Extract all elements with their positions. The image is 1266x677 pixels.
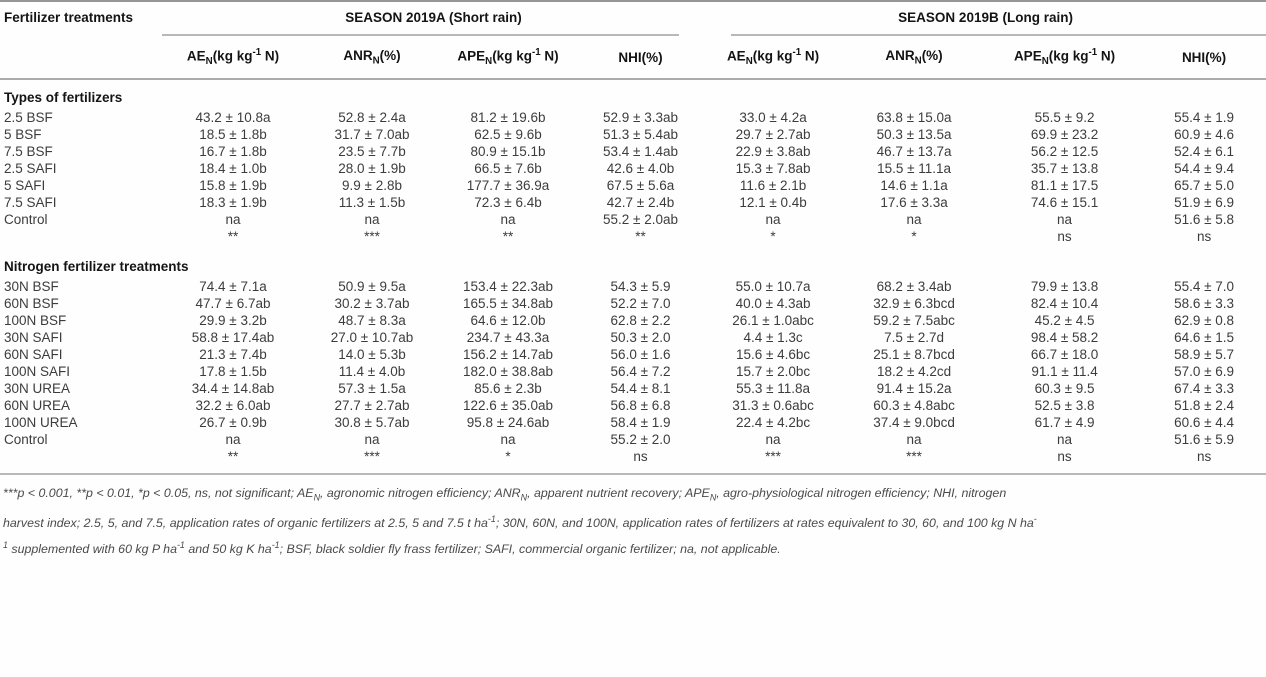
value-cell: 56.8 ± 6.8: [610, 398, 671, 413]
column-header: $APE_N(kg$ $kg^{-1}$ N): [440, 36, 576, 79]
table-row: [0, 194, 1266, 211]
value-cell: na: [364, 212, 380, 227]
column-header: NHI(%): [1142, 36, 1266, 79]
value-cell: 50.3 ± 13.5a: [876, 127, 952, 142]
value-cell: 40.0 ± 4.3ab: [735, 296, 811, 311]
value-cell: 52.4 ± 6.1: [1174, 144, 1235, 159]
row-label: 60N SAFI: [4, 347, 63, 362]
table-row: [0, 329, 1266, 346]
value-cell: 18.5 ± 1.8b: [199, 127, 267, 142]
value-cell: 50.3 ± 2.0: [610, 330, 671, 345]
value-cell: 14.0 ± 5.3b: [338, 347, 406, 362]
value-cell: 122.6 ± 35.0ab: [463, 398, 553, 413]
table-row: [0, 380, 1266, 397]
row-label: 100N BSF: [4, 313, 67, 328]
value-cell: 15.5 ± 11.1a: [877, 161, 952, 176]
value-cell: 55.3 ± 11.8a: [736, 381, 811, 396]
value-cell: 21.3 ± 7.4b: [199, 347, 267, 362]
value-cell: 60.3 ± 4.8abc: [873, 398, 955, 413]
row-label: 60N UREA: [4, 398, 71, 413]
value-cell: 46.7 ± 13.7a: [876, 144, 952, 159]
value-cell: 22.9 ± 3.8ab: [735, 144, 811, 159]
row-label: 5 SAFI: [4, 178, 46, 193]
value-cell: 153.4 ± 22.3ab: [463, 279, 553, 294]
column-header-row: [0, 36, 1266, 79]
value-cell: 81.1 ± 17.5: [1030, 178, 1099, 193]
value-cell: 62.8 ± 2.2: [610, 313, 671, 328]
section-header: Types of fertilizers: [4, 90, 123, 105]
value-cell: 62.5 ± 9.6b: [474, 127, 542, 142]
value-cell: 42.6 ± 4.0b: [606, 161, 675, 176]
value-cell: 91.1 ± 11.4: [1031, 364, 1098, 379]
section-header-row: [0, 245, 1266, 278]
value-cell: 9.9 ± 2.8b: [342, 178, 402, 193]
value-cell: 81.2 ± 19.6b: [470, 110, 546, 125]
value-cell: 64.6 ± 1.5: [1174, 330, 1235, 345]
value-cell: 55.4 ± 1.9: [1174, 110, 1235, 125]
value-cell: 61.7 ± 4.9: [1034, 415, 1095, 430]
row-label: 100N SAFI: [4, 364, 71, 379]
season-a-label: SEASON 2019A (Short rain): [345, 10, 522, 25]
value-cell: 64.6 ± 12.0b: [470, 313, 546, 328]
table-row: [0, 177, 1266, 194]
value-cell: 58.9 ± 5.7: [1174, 347, 1235, 362]
value-cell: 56.0 ± 1.6: [610, 347, 671, 362]
value-cell: 32.2 ± 6.0ab: [195, 398, 271, 413]
row-label: 60N BSF: [4, 296, 59, 311]
column-header: $ANR_N(\%)$: [304, 36, 440, 79]
section-header-row: [0, 79, 1266, 109]
value-cell: 68.2 ± 3.4ab: [876, 279, 952, 294]
value-cell: 57.0 ± 6.9: [1174, 364, 1235, 379]
value-cell: na: [225, 432, 241, 447]
value-cell: 51.8 ± 2.4: [1174, 398, 1235, 413]
table-row: [0, 160, 1266, 177]
table-row: [0, 109, 1266, 126]
value-cell: 165.5 ± 34.8ab: [463, 296, 553, 311]
value-cell: 15.8 ± 1.9b: [199, 178, 267, 193]
significance-cell: **: [502, 229, 514, 244]
row-label: 100N UREA: [4, 415, 78, 430]
value-cell: na: [906, 212, 922, 227]
value-cell: 15.3 ± 7.8ab: [735, 161, 811, 176]
value-cell: na: [500, 212, 516, 227]
table-row: [0, 278, 1266, 295]
value-cell: 31.7 ± 7.0ab: [334, 127, 410, 142]
significance-row: [0, 448, 1266, 465]
value-cell: 45.2 ± 4.5: [1034, 313, 1095, 328]
value-cell: 72.3 ± 6.4b: [474, 195, 542, 210]
value-cell: 52.2 ± 7.0: [610, 296, 671, 311]
value-cell: 156.2 ± 14.7ab: [463, 347, 553, 362]
value-cell: 7.5 ± 2.7d: [884, 330, 945, 345]
footnote-line: $^1$ supplemented with 60 kg P $ha^{-1}$ and 50 kg K $ha^{-1}$; BSF, black soldier fly frass fertilizer; SAFI, commercial organic fertilizer; na, not applicable.: [3, 539, 781, 556]
value-cell: 55.5 ± 9.2: [1034, 110, 1095, 125]
row-label: Control: [4, 212, 48, 227]
value-cell: 56.2 ± 12.5: [1030, 144, 1099, 159]
significance-cell: ns: [1057, 449, 1072, 464]
footnote-line: harvest index; 2.5, 5, and 7.5, application rates of organic fertilizers at 2.5, 5 and 7.5 t $ha^{-1}$; 30N, 60N, and 100N, application rates of fertilizers at rates equivalent to 30, 60, and 100 kg N ha-: [3, 513, 1037, 531]
value-cell: 91.4 ± 15.2a: [876, 381, 952, 396]
value-cell: 98.4 ± 58.2: [1030, 330, 1099, 345]
value-cell: 4.4 ± 1.3c: [743, 330, 803, 345]
table-row: [0, 143, 1266, 160]
value-cell: 60.9 ± 4.6: [1174, 127, 1235, 142]
row-label: [0, 228, 162, 245]
value-cell: 55.2 ± 2.0ab: [603, 212, 678, 227]
value-cell: 30.2 ± 3.7ab: [334, 296, 410, 311]
value-cell: 28.0 ± 1.9b: [338, 161, 406, 176]
significance-cell: ***: [906, 449, 922, 464]
value-cell: 17.8 ± 1.5b: [199, 364, 267, 379]
value-cell: 52.8 ± 2.4a: [338, 110, 406, 125]
value-cell: 18.4 ± 1.0b: [199, 161, 267, 176]
value-cell: 43.2 ± 10.8a: [195, 110, 271, 125]
value-cell: 18.2 ± 4.2cd: [876, 364, 952, 379]
value-cell: 22.4 ± 4.2bc: [735, 415, 811, 430]
footnote-line: ***p < 0.001, **p < 0.01, *p < 0.05, ns, not significant; $AE_N$, agronomic nitrogen efficiency; $ANR_N$, apparent nutrient recovery; $APE_N$, agro-physiological nitrogen efficiency; NHI, nitrogen: [3, 486, 1007, 503]
column-header: $AE_N(kg$ $kg^{-1}$ N): [162, 36, 304, 79]
row-label: 30N UREA: [4, 381, 71, 396]
row-label: 7.5 BSF: [4, 144, 53, 159]
significance-cell: ns: [633, 449, 648, 464]
value-cell: na: [225, 212, 241, 227]
value-cell: 53.4 ± 1.4ab: [603, 144, 678, 159]
corner-header: Fertilizer treatments: [0, 1, 162, 79]
season-b-label: SEASON 2019B (Long rain): [898, 10, 1073, 25]
value-cell: 11.4 ± 4.0b: [338, 364, 406, 379]
value-cell: 79.9 ± 13.8: [1030, 279, 1099, 294]
table-row: [0, 346, 1266, 363]
row-label: 30N SAFI: [4, 330, 63, 345]
value-cell: 67.5 ± 5.6a: [606, 178, 675, 193]
value-cell: 11.6 ± 2.1b: [739, 178, 807, 193]
significance-cell: ns: [1057, 229, 1072, 244]
value-cell: 23.5 ± 7.7b: [338, 144, 406, 159]
row-label: 7.5 SAFI: [4, 195, 57, 210]
value-cell: 66.5 ± 7.6b: [474, 161, 542, 176]
table-row: [0, 414, 1266, 431]
section-header: Nitrogen fertilizer treatments: [4, 259, 189, 274]
value-cell: 34.4 ± 14.8ab: [191, 381, 275, 396]
value-cell: 74.4 ± 7.1a: [199, 279, 267, 294]
value-cell: 57.3 ± 1.5a: [338, 381, 406, 396]
value-cell: na: [1057, 212, 1073, 227]
value-cell: 15.6 ± 4.6bc: [735, 347, 811, 362]
value-cell: 33.0 ± 4.2a: [739, 110, 807, 125]
value-cell: na: [500, 432, 516, 447]
value-cell: 66.7 ± 18.0: [1030, 347, 1099, 362]
value-cell: 69.9 ± 23.2: [1030, 127, 1099, 142]
value-cell: 85.6 ± 2.3b: [474, 381, 542, 396]
value-cell: 95.8 ± 24.6ab: [466, 415, 550, 430]
value-cell: 14.6 ± 1.1a: [880, 178, 948, 193]
value-cell: 80.9 ± 15.1b: [470, 144, 546, 159]
value-cell: 65.7 ± 5.0: [1174, 178, 1235, 193]
value-cell: 31.3 ± 0.6abc: [732, 398, 814, 413]
value-cell: 55.4 ± 7.0: [1174, 279, 1235, 294]
significance-cell: **: [227, 229, 239, 244]
row-label: 2.5 SAFI: [4, 161, 57, 176]
value-cell: 29.9 ± 3.2b: [199, 313, 267, 328]
value-cell: 51.6 ± 5.9: [1174, 432, 1235, 447]
value-cell: 55.0 ± 10.7a: [735, 279, 811, 294]
value-cell: 59.2 ± 7.5abc: [873, 313, 955, 328]
table-footnote: [0, 473, 1266, 560]
significance-cell: ***: [364, 449, 380, 464]
row-label: 5 BSF: [4, 127, 42, 142]
value-cell: 62.9 ± 0.8: [1174, 313, 1235, 328]
value-cell: 182.0 ± 38.8ab: [463, 364, 553, 379]
value-cell: 26.7 ± 0.9b: [199, 415, 267, 430]
row-label: Control: [4, 432, 48, 447]
value-cell: 48.7 ± 8.3a: [338, 313, 406, 328]
value-cell: 52.9 ± 3.3ab: [603, 110, 678, 125]
value-cell: 51.3 ± 5.4ab: [603, 127, 678, 142]
table-row: [0, 126, 1266, 143]
value-cell: na: [765, 432, 781, 447]
table-row: [0, 431, 1266, 448]
value-cell: 54.4 ± 9.4: [1174, 161, 1235, 176]
value-cell: 16.7 ± 1.8b: [199, 144, 267, 159]
value-cell: 56.4 ± 7.2: [610, 364, 671, 379]
value-cell: 82.4 ± 10.4: [1030, 296, 1099, 311]
table-row: [0, 363, 1266, 380]
value-cell: na: [1057, 432, 1073, 447]
value-cell: 12.1 ± 0.4b: [739, 195, 807, 210]
table-body: [0, 79, 1266, 465]
value-cell: 42.7 ± 2.4b: [606, 195, 675, 210]
value-cell: 177.7 ± 36.9a: [466, 178, 550, 193]
significance-row: [0, 228, 1266, 245]
value-cell: 47.7 ± 6.7ab: [195, 296, 271, 311]
value-cell: 234.7 ± 43.3a: [466, 330, 550, 345]
value-cell: 74.6 ± 15.1: [1030, 195, 1099, 210]
value-cell: 63.8 ± 15.0a: [876, 110, 952, 125]
value-cell: 67.4 ± 3.3: [1174, 381, 1235, 396]
table-row: [0, 211, 1266, 228]
value-cell: 17.6 ± 3.3a: [880, 195, 948, 210]
value-cell: 25.1 ± 8.7bcd: [873, 347, 955, 362]
value-cell: 54.4 ± 8.1: [610, 381, 671, 396]
value-cell: 58.8 ± 17.4ab: [191, 330, 275, 345]
value-cell: 29.7 ± 2.7ab: [735, 127, 811, 142]
season-header-row: [0, 1, 1266, 36]
value-cell: 50.9 ± 9.5a: [338, 279, 406, 294]
value-cell: na: [765, 212, 781, 227]
value-cell: 58.6 ± 3.3: [1174, 296, 1235, 311]
value-cell: 37.4 ± 9.0bcd: [873, 415, 955, 430]
significance-cell: *: [505, 449, 511, 464]
value-cell: 60.3 ± 9.5: [1034, 381, 1095, 396]
significance-cell: *: [911, 229, 917, 244]
value-cell: 32.9 ± 6.3bcd: [873, 296, 955, 311]
value-cell: 60.6 ± 4.4: [1174, 415, 1235, 430]
value-cell: 55.2 ± 2.0: [610, 432, 671, 447]
value-cell: 52.5 ± 3.8: [1034, 398, 1095, 413]
significance-cell: ***: [765, 449, 781, 464]
column-header: NHI(%): [576, 36, 705, 79]
row-label: 30N BSF: [4, 279, 59, 294]
value-cell: 18.3 ± 1.9b: [199, 195, 267, 210]
row-label: 2.5 BSF: [4, 110, 53, 125]
value-cell: na: [906, 432, 922, 447]
value-cell: 27.0 ± 10.7ab: [330, 330, 414, 345]
row-label: [0, 448, 162, 465]
significance-cell: *: [770, 229, 776, 244]
value-cell: 35.7 ± 13.8: [1030, 161, 1099, 176]
season-a-header: [162, 1, 705, 36]
value-cell: na: [364, 432, 380, 447]
value-cell: 58.4 ± 1.9: [610, 415, 671, 430]
value-cell: 26.1 ± 1.0abc: [732, 313, 814, 328]
season-b-header: [705, 1, 1266, 36]
value-cell: 27.7 ± 2.7ab: [334, 398, 410, 413]
column-header: $AE_N(kg$ $kg^{-1}$ N): [705, 36, 841, 79]
significance-cell: ns: [1196, 449, 1212, 464]
value-cell: 51.9 ± 6.9: [1174, 195, 1235, 210]
significance-cell: **: [227, 449, 239, 464]
significance-cell: ns: [1196, 229, 1212, 244]
value-cell: 11.3 ± 1.5b: [338, 195, 406, 210]
significance-cell: ***: [364, 229, 380, 244]
value-cell: 15.7 ± 2.0bc: [735, 364, 811, 379]
table-row: [0, 312, 1266, 329]
value-cell: 30.8 ± 5.7ab: [334, 415, 410, 430]
column-header: $ANR_N(\%)$: [841, 36, 987, 79]
value-cell: 51.6 ± 5.8: [1174, 212, 1235, 227]
table-row: [0, 295, 1266, 312]
value-cell: 54.3 ± 5.9: [610, 279, 671, 294]
significance-cell: **: [635, 229, 646, 244]
table-row: [0, 397, 1266, 414]
column-header: $APE_N(kg$ $kg^{-1}$ N): [987, 36, 1142, 79]
